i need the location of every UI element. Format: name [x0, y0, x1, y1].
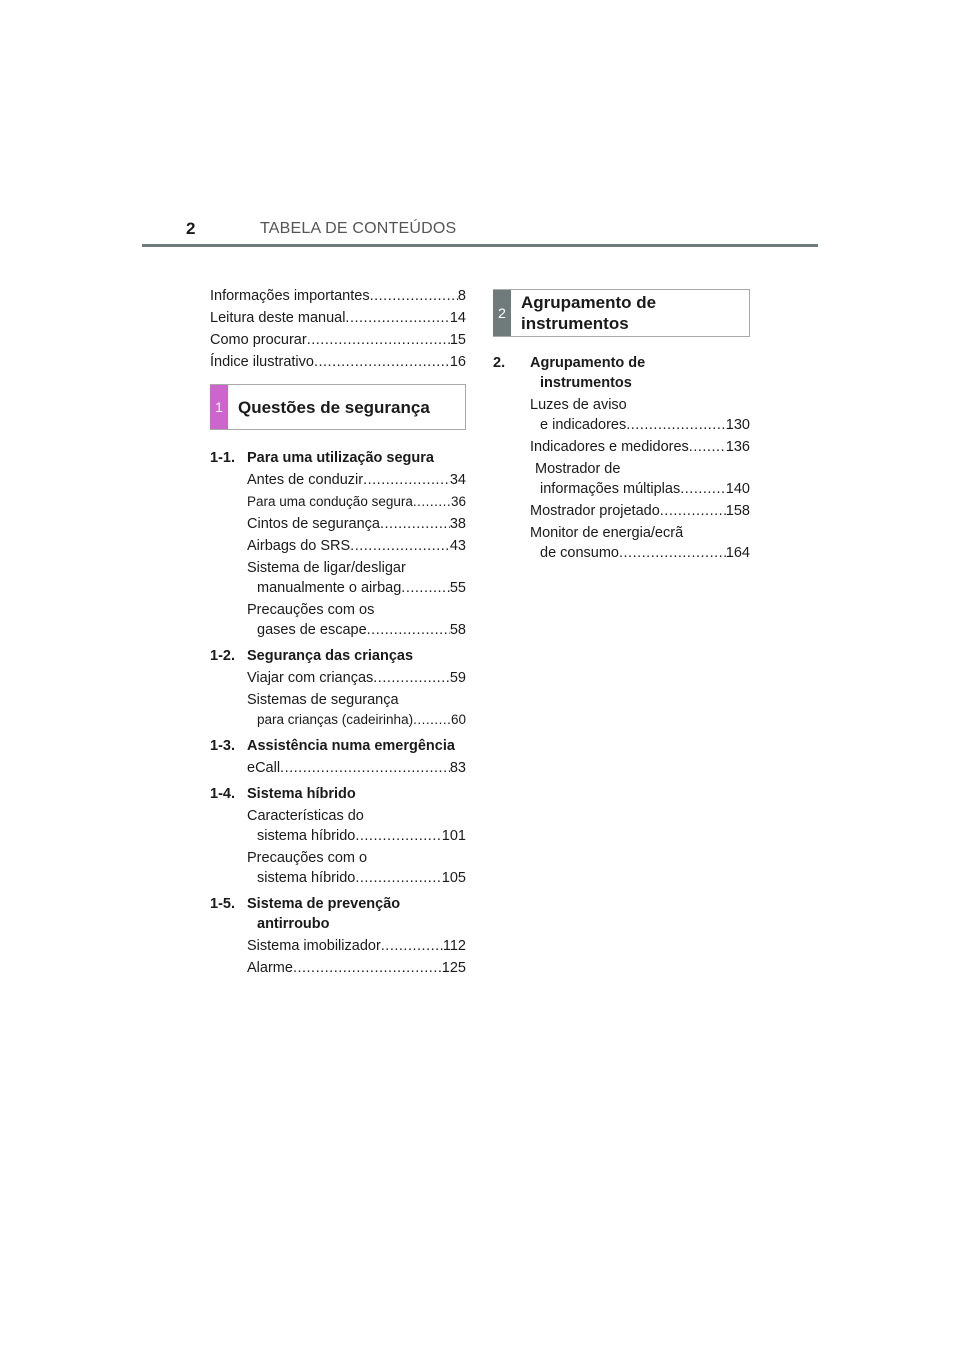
right-column	[493, 289, 750, 565]
toc-entry[interactable]: Mostrador de informações múltiplas ..... 140	[493, 459, 750, 499]
section-1-4-heading[interactable]: 1-4. Sistema híbrido	[210, 786, 356, 802]
toc-entry[interactable]: Precauções com o sistema híbrido ..... 105	[210, 848, 466, 888]
toc-entry[interactable]: Monitor de energia/ecrã de consumo ..... 164	[493, 523, 750, 563]
toc-entry[interactable]: eCall ..... 83	[210, 758, 466, 778]
section-1-2-heading[interactable]: 1-2. Segurança das crianças	[210, 648, 414, 664]
section-1-5-heading[interactable]: 1-5. Sistema de prevenção antirroubo	[210, 896, 401, 932]
chapter-2-title: Agrupamento de instrumentos	[521, 293, 657, 333]
toc-entry[interactable]: Características do sistema híbrido ..... 101	[210, 806, 466, 846]
running-title: TABELA DE CONTEÚDOS	[260, 220, 457, 237]
toc-entry[interactable]: Leitura deste manual ..... 14	[210, 308, 466, 328]
toc-entry[interactable]: Precauções com os gases de escape ..... 58	[210, 600, 466, 640]
toc-entry[interactable]: Airbags do SRS ..... 43	[210, 536, 466, 556]
toc-entry[interactable]: Índice ilustrativo ..... 16	[210, 352, 466, 372]
section-1-3-heading[interactable]: 1-3. Assistência numa emergência	[210, 738, 455, 754]
section-2-heading[interactable]: 2. Agrupamento de instrumentos	[493, 355, 646, 391]
toc-entry[interactable]: Cintos de segurança ..... 38	[210, 514, 466, 534]
chapter-1-title: Questões de segurança	[238, 397, 430, 417]
intro-list	[210, 286, 466, 372]
chapter-1-tab: 1	[210, 385, 228, 429]
toc-entry[interactable]: Indicadores e medidores ..... 136	[493, 437, 750, 457]
toc-entry[interactable]: Mostrador projetado ..... 158	[493, 501, 750, 521]
chapter-2-tab: 2	[493, 290, 511, 336]
section-1-1-heading[interactable]: 1-1. Para uma utilização segura	[210, 450, 434, 466]
header-rule	[142, 244, 818, 247]
toc-entry[interactable]: Informações importantes ..... 8	[210, 286, 466, 306]
toc-entry[interactable]: Viajar com crianças ..... 59	[210, 668, 466, 688]
toc-entry[interactable]: Como procurar ..... 15	[210, 330, 466, 350]
toc-entry[interactable]: Sistemas de segurança para crianças (cadeirinha) ..... 60	[210, 690, 466, 730]
toc-entry[interactable]: Para uma condução segura ..... 36	[210, 492, 466, 512]
toc-entry[interactable]: Sistema de ligar/desligar manualmente o airbag ..... 55	[210, 558, 466, 598]
chapter-2-heading[interactable]	[493, 289, 750, 337]
left-column	[210, 286, 466, 980]
chapter-1-heading[interactable]	[210, 384, 466, 430]
page-header	[142, 216, 818, 246]
toc-entry[interactable]: Alarme ..... 125	[210, 958, 466, 978]
toc-entry[interactable]: Luzes de aviso e indicadores ..... 130	[493, 395, 750, 435]
toc-entry[interactable]: Sistema imobilizador ..... 112	[210, 936, 466, 956]
toc-entry[interactable]: Antes de conduzir ..... 34	[210, 470, 466, 490]
page-number: 2	[186, 219, 196, 238]
